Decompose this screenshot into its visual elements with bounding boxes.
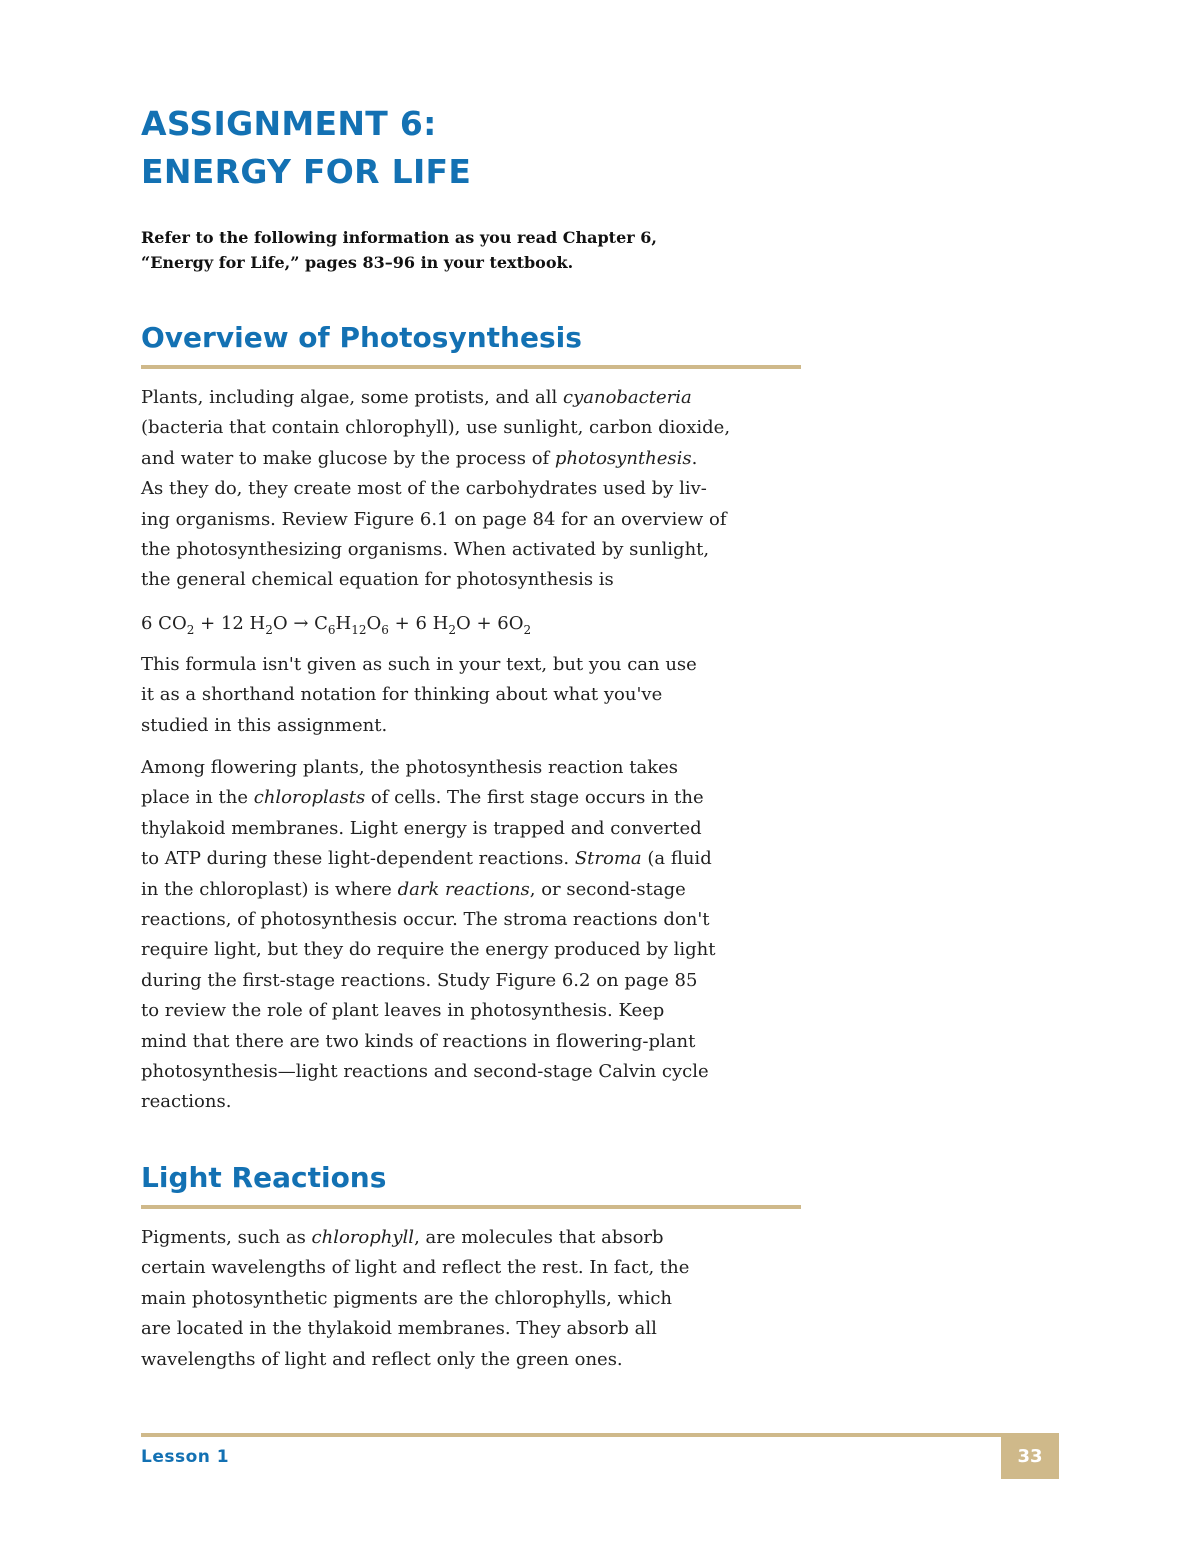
text-run: Plants, including algae, some protists, and all	[141, 387, 563, 408]
text-run: (a fluid	[641, 848, 712, 870]
text-run: of cells. The first stage occurs in the	[365, 787, 704, 809]
equation-part: O → C	[272, 613, 328, 634]
text-line: studied in this assignment.	[141, 714, 388, 736]
text-line: main photosynthetic pigments are the chlorophylls, which	[141, 1287, 672, 1309]
italic-term: cyanobacteria	[563, 387, 692, 408]
overview-paragraph-2	[141, 650, 821, 741]
footer-divider	[141, 1433, 1001, 1437]
text-line	[141, 444, 821, 474]
text-run: Pigments, such as	[141, 1227, 312, 1248]
section-divider	[141, 1205, 801, 1209]
page-number: 33	[1017, 1445, 1043, 1467]
text-line: (bacteria that contain chlorophyll), use sunlight, carbon dioxide,	[141, 417, 731, 439]
intro-line: Refer to the following information as you read Chapter 6,	[141, 228, 657, 247]
text-line: during the first-stage reactions. Study Figure 6.2 on page 85	[141, 969, 698, 991]
text-run: and water to make glucose by the process of	[141, 447, 555, 469]
equation-subscript: 2	[448, 623, 456, 637]
equation-part: + 6 H	[388, 613, 449, 634]
equation-part: 6 CO	[141, 613, 187, 634]
intro-line: “Energy for Life,” pages 83–96 in your textbook.	[141, 253, 574, 272]
assignment-title-line2: ENERGY FOR LIFE	[141, 152, 472, 191]
text-line	[141, 383, 821, 413]
italic-term: Stroma	[574, 848, 642, 870]
text-line: thylakoid membranes. Light energy is trapped and converted	[141, 817, 702, 839]
text-line: certain wavelengths of light and reflect the rest. In fact, the	[141, 1257, 690, 1279]
assignment-title-line1: ASSIGNMENT 6:	[141, 104, 437, 143]
equation-part: + 12 H	[194, 613, 266, 634]
text-line: the photosynthesizing organisms. When activated by sunlight,	[141, 539, 710, 561]
text-line: it as a shorthand notation for thinking about what you've	[141, 684, 663, 706]
overview-paragraph-3	[141, 753, 821, 1118]
text-line: are located in the thylakoid membranes. They absorb all	[141, 1318, 657, 1340]
italic-term: chlorophyll	[311, 1227, 415, 1248]
text-run: .	[691, 447, 698, 469]
italic-term: dark reactions	[397, 878, 530, 900]
text-run: place in the	[141, 787, 254, 809]
equation-subscript: 6	[327, 623, 336, 637]
section-divider	[141, 365, 801, 369]
light-reactions-paragraph-1	[141, 1223, 821, 1375]
equation-part: O + 6O	[455, 613, 524, 634]
footer-lesson-label: Lesson 1	[141, 1447, 230, 1467]
text-line: reactions, of photosynthesis occur. The stroma reactions don't	[141, 909, 710, 931]
page-number-badge	[1001, 1433, 1059, 1479]
text-line: to review the role of plant leaves in photosynthesis. Keep	[141, 1000, 665, 1022]
section-heading-light-reactions: Light Reactions	[141, 1161, 387, 1194]
text-line	[141, 875, 821, 905]
equation-subscript: 12	[351, 623, 367, 637]
text-line	[141, 844, 821, 874]
equation-subscript: 2	[186, 623, 195, 637]
overview-paragraph-1	[141, 383, 821, 596]
text-line: wavelengths of light and reflect only the green ones.	[141, 1348, 623, 1370]
text-line: ing organisms. Review Figure 6.1 on page 84 for an overview of	[141, 508, 727, 530]
text-line: Among flowering plants, the photosynthesis reaction takes	[141, 757, 678, 778]
equation-subscript: 2	[523, 623, 532, 637]
equation-subscript: 2	[265, 623, 273, 637]
text-line: photosynthesis—light reactions and second-stage Calvin cycle	[141, 1061, 709, 1083]
text-line: reactions.	[141, 1091, 232, 1113]
equation-part: H	[335, 613, 352, 634]
text-line	[141, 783, 821, 813]
text-line: the general chemical equation for photosynthesis is	[141, 569, 614, 591]
intro-note	[141, 225, 821, 275]
italic-term: chloroplasts	[253, 787, 366, 809]
equation-part: O	[366, 613, 382, 634]
text-run: , or second-stage	[529, 878, 686, 900]
photosynthesis-equation	[141, 609, 531, 639]
italic-term: photosynthesis	[554, 447, 692, 469]
text-line: require light, but they do require the energy produced by light	[141, 939, 716, 961]
text-line	[141, 1223, 821, 1253]
text-line: mind that there are two kinds of reactions in flowering-plant	[141, 1030, 696, 1052]
section-heading-overview: Overview of Photosynthesis	[141, 321, 582, 354]
equation-subscript: 6	[381, 623, 389, 637]
text-run: , are molecules that absorb	[414, 1227, 664, 1248]
text-run: to ATP during these light-dependent reactions.	[141, 848, 575, 870]
text-line: This formula isn't given as such in your text, but you can use	[141, 654, 697, 675]
text-run: in the chloroplast) is where	[141, 878, 398, 900]
assignment-title	[141, 100, 471, 196]
text-line: As they do, they create most of the carbohydrates used by liv-	[141, 478, 707, 500]
